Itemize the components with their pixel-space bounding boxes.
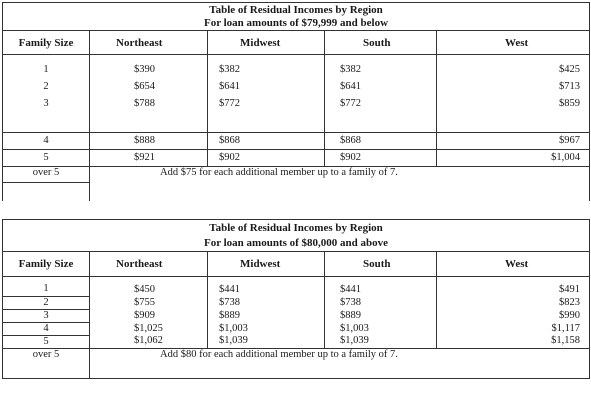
south-cell: $1,039 bbox=[325, 335, 437, 348]
midwest-cell: $902 bbox=[208, 150, 325, 167]
south-cell: $382 bbox=[325, 62, 437, 79]
residual-income-document bbox=[2, 2, 589, 379]
table-row bbox=[3, 62, 590, 79]
table-row bbox=[3, 322, 590, 335]
family-size-cell: 4 bbox=[3, 322, 90, 335]
south-cell: $641 bbox=[325, 79, 437, 96]
west-cell: $823 bbox=[437, 296, 590, 309]
northeast-cell: $888 bbox=[90, 133, 208, 150]
header-south: South bbox=[325, 31, 437, 55]
table-row bbox=[3, 283, 590, 296]
northeast-cell: $909 bbox=[134, 309, 155, 321]
table-row bbox=[3, 79, 590, 96]
west-cell: $990 bbox=[437, 309, 590, 322]
northeast-cell: $1,025 bbox=[134, 322, 163, 334]
northeast-cell: $921 bbox=[90, 150, 208, 167]
family-size-cell: 2 bbox=[3, 79, 90, 96]
family-size-cell: 5 bbox=[3, 335, 90, 348]
northeast-cell: $390 bbox=[134, 64, 155, 75]
northeast-cell: $450 bbox=[134, 283, 155, 295]
midwest-cell: $441 bbox=[208, 283, 325, 296]
midwest-cell: $868 bbox=[208, 133, 325, 150]
south-cell: $1,003 bbox=[325, 322, 437, 335]
header-northeast: Northeast bbox=[90, 251, 208, 276]
south-cell: $902 bbox=[325, 150, 437, 167]
midwest-cell: $738 bbox=[208, 296, 325, 309]
header-family-size: Family Size bbox=[3, 31, 90, 55]
header-midwest: Midwest bbox=[208, 251, 325, 276]
midwest-cell: $889 bbox=[208, 309, 325, 322]
family-size-cell: 1 bbox=[3, 283, 90, 296]
northeast-cell: $755 bbox=[134, 296, 155, 308]
south-cell: $772 bbox=[325, 96, 437, 113]
additional-member-note: Add $75 for each additional member up to a family of 7. bbox=[90, 167, 590, 183]
over-five-label: over 5 bbox=[3, 167, 90, 183]
family-size-cell: 4 bbox=[3, 133, 90, 150]
northeast-cell: $788 bbox=[134, 98, 155, 109]
northeast-cell: $654 bbox=[134, 81, 155, 92]
midwest-cell: $382 bbox=[208, 62, 325, 79]
table-row bbox=[3, 335, 590, 348]
table-row bbox=[3, 150, 590, 167]
header-west: West bbox=[437, 251, 590, 276]
midwest-cell: $641 bbox=[208, 79, 325, 96]
additional-member-note: Add $80 for each additional member up to a family of 7. bbox=[90, 348, 590, 362]
midwest-cell: $772 bbox=[208, 96, 325, 113]
table-row bbox=[3, 296, 590, 309]
table-row bbox=[3, 133, 590, 150]
west-cell: $1,117 bbox=[437, 322, 590, 335]
table-1-title: Table of Residual Incomes by Region bbox=[3, 3, 590, 17]
west-cell: $713 bbox=[437, 79, 590, 96]
header-west: West bbox=[437, 31, 590, 55]
family-size-cell: 3 bbox=[3, 96, 90, 113]
west-cell: $1,158 bbox=[437, 335, 590, 348]
family-size-cell: 1 bbox=[3, 62, 90, 79]
residual-income-table-1 bbox=[2, 2, 590, 201]
family-size-cell: 2 bbox=[3, 296, 90, 309]
west-cell: $425 bbox=[437, 62, 590, 79]
table-row bbox=[3, 167, 590, 183]
table-row bbox=[3, 309, 590, 322]
south-cell: $889 bbox=[325, 309, 437, 322]
west-cell: $967 bbox=[437, 133, 590, 150]
header-northeast: Northeast bbox=[90, 31, 208, 55]
over-five-label: over 5 bbox=[3, 348, 90, 362]
table-1-subtitle: For loan amounts of $79,999 and below bbox=[3, 17, 590, 31]
family-size-cell: 5 bbox=[3, 150, 90, 167]
table-row bbox=[3, 96, 590, 113]
west-cell: $1,004 bbox=[437, 150, 590, 167]
south-cell: $738 bbox=[325, 296, 437, 309]
table-2-title: Table of Residual Incomes by Region bbox=[3, 219, 590, 236]
table-2-subtitle: For loan amounts of $80,000 and above bbox=[3, 236, 590, 251]
northeast-cell: $1,062 bbox=[90, 335, 208, 348]
header-south: South bbox=[325, 251, 437, 276]
midwest-cell: $1,003 bbox=[208, 322, 325, 335]
residual-income-table-2 bbox=[2, 219, 590, 379]
table-row bbox=[3, 348, 590, 362]
header-midwest: Midwest bbox=[208, 31, 325, 55]
west-cell: $859 bbox=[437, 96, 590, 113]
west-cell: $491 bbox=[437, 283, 590, 296]
south-cell: $868 bbox=[325, 133, 437, 150]
family-size-cell: 3 bbox=[3, 309, 90, 322]
south-cell: $441 bbox=[325, 283, 437, 296]
midwest-cell: $1,039 bbox=[208, 335, 325, 348]
header-family-size: Family Size bbox=[3, 251, 90, 276]
